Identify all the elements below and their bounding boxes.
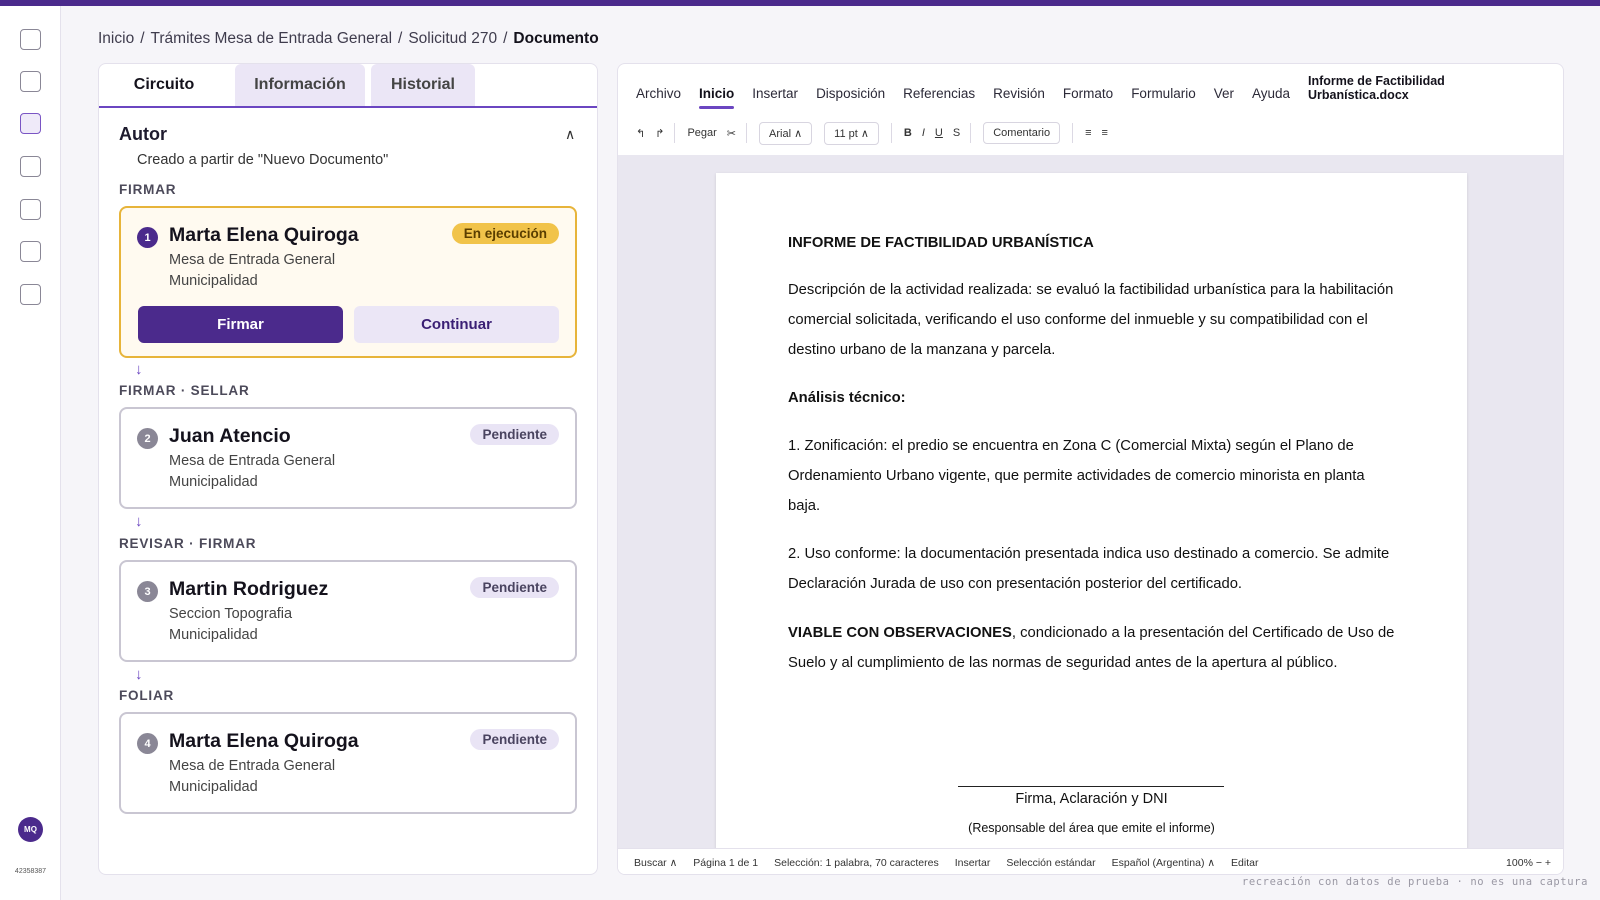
document-paragraph: 2. Uso conforme: la documentación presentada indica uso destinado a comercio. Se admite Declaración Jurada de uso con presentación posterior del certificado. xyxy=(788,546,1390,592)
conclusion-text: , condicionado a la presentación del Certificado de Uso de Suelo y al cumplimiento de las normas de seguridad antes de la apertura al público. xyxy=(788,625,1395,671)
bold-button[interactable]: B xyxy=(903,127,912,139)
status-badge: En ejecución xyxy=(452,223,559,244)
redo-icon[interactable]: ↱ xyxy=(655,127,665,140)
font-family-select[interactable]: Arial ∧ xyxy=(759,122,812,145)
rail-button-3[interactable] xyxy=(20,113,41,134)
panel-tabs xyxy=(99,64,597,108)
font-size-select[interactable]: 11 pt ∧ xyxy=(824,122,879,145)
bulleted-list-icon[interactable]: ≡ xyxy=(1085,127,1092,139)
watermark-text: recreación con datos de prueba · no es una captura xyxy=(1241,876,1588,888)
step-assignee-name: Juan Atencio xyxy=(169,425,291,447)
step-organization: Municipalidad xyxy=(169,273,258,289)
step-organization: Municipalidad xyxy=(169,779,258,795)
document-editor xyxy=(617,63,1564,875)
menu-formulario[interactable]: Formulario xyxy=(1131,86,1196,101)
zoom-control[interactable]: 100% − + xyxy=(1506,857,1551,869)
status-insert-mode[interactable]: Insertar xyxy=(954,856,991,869)
tab-historial[interactable]: Historial xyxy=(371,64,475,106)
signature-line xyxy=(958,786,1224,787)
step-number: 1 xyxy=(137,227,158,248)
step-assignee-name: Marta Elena Quiroga xyxy=(169,224,359,246)
status-search[interactable]: Buscar ∧ xyxy=(634,856,678,869)
paste-button[interactable]: Pegar xyxy=(687,127,717,139)
status-badge: Pendiente xyxy=(470,424,559,445)
toolbar-divider xyxy=(970,123,971,143)
status-language[interactable]: Español (Argentina) ∧ xyxy=(1111,856,1216,869)
rail-button-2[interactable] xyxy=(20,71,41,92)
toolbar-divider xyxy=(891,123,892,143)
arrow-down-icon: ↓ xyxy=(135,513,143,530)
step-organization: Municipalidad xyxy=(169,474,258,490)
rail-button-4[interactable] xyxy=(20,156,41,177)
comment-button[interactable]: Comentario xyxy=(983,122,1060,144)
status-edit-mode[interactable]: Editar xyxy=(1231,856,1259,869)
stage-label: FOLIAR xyxy=(119,688,175,703)
arrow-down-icon: ↓ xyxy=(135,361,143,378)
author-title: Autor xyxy=(119,124,167,144)
status-badge: Pendiente xyxy=(470,577,559,598)
scissors-icon[interactable]: ✂ xyxy=(726,127,737,140)
document-filename: Informe de Factibilidad Urbanística.docx xyxy=(1308,74,1445,102)
signature-label: Firma, Aclaración y DNI xyxy=(1015,791,1168,807)
step-assignee-name: Martin Rodriguez xyxy=(169,578,329,600)
rail-button-1[interactable] xyxy=(20,29,41,50)
arrow-down-icon: ↓ xyxy=(135,666,143,683)
menu-revision[interactable]: Revisión xyxy=(993,86,1045,101)
menu-archivo[interactable]: Archivo xyxy=(636,86,682,101)
menu-ayuda[interactable]: Ayuda xyxy=(1251,86,1291,101)
stage-label: FIRMAR · SELLAR xyxy=(119,383,250,398)
breadcrumb-item-solicitud[interactable]: Solicitud 270 xyxy=(408,30,498,47)
breadcrumb-item-inicio[interactable]: Inicio xyxy=(98,30,135,47)
step-department: Mesa de Entrada General xyxy=(169,758,336,774)
breadcrumb-item-tramites[interactable]: Trámites Mesa de Entrada General xyxy=(150,30,393,47)
stage-label: REVISAR · FIRMAR xyxy=(119,536,257,551)
document-page[interactable] xyxy=(716,173,1467,873)
breadcrumb-separator: / xyxy=(398,30,403,47)
step-number: 2 xyxy=(137,428,158,449)
status-badge: Pendiente xyxy=(470,729,559,750)
toolbar-divider xyxy=(746,123,747,143)
breadcrumb xyxy=(98,30,599,48)
tab-circuito[interactable]: Circuito xyxy=(133,76,195,93)
step-card-4 xyxy=(119,712,577,814)
menu-insertar[interactable]: Insertar xyxy=(752,86,799,101)
document-title: INFORME DE FACTIBILIDAD URBANÍSTICA xyxy=(788,235,1094,251)
document-conclusion xyxy=(788,618,1398,678)
status-selection-mode[interactable]: Selección estándar xyxy=(1006,856,1096,869)
chevron-up-icon[interactable]: ∧ xyxy=(565,126,576,142)
menu-disposicion[interactable]: Disposición xyxy=(816,86,886,101)
editor-menu xyxy=(636,86,1308,101)
editor-toolbar xyxy=(636,120,1118,146)
document-paragraph: Descripción de la actividad realizada: se evaluó la factibilidad urbanística para la habilitación comercial solicitada, verificando el uso conforme del inmueble y su compatibilidad con el destino urbano de la manzana y parcela. xyxy=(788,282,1394,358)
step-assignee-name: Marta Elena Quiroga xyxy=(169,730,359,752)
menu-referencias[interactable]: Referencias xyxy=(903,86,976,101)
editor-statusbar xyxy=(618,848,1564,875)
status-selection: Selección: 1 palabra, 70 caracteres xyxy=(774,856,939,869)
menu-ver[interactable]: Ver xyxy=(1213,86,1234,101)
step-number: 4 xyxy=(137,733,158,754)
circuit-panel xyxy=(98,63,598,875)
author-subtitle: Creado a partir de "Nuevo Documento" xyxy=(137,152,389,168)
document-heading: Análisis técnico: xyxy=(788,390,906,406)
continue-button[interactable]: Continuar xyxy=(354,306,559,343)
toolbar-divider xyxy=(674,123,675,143)
signature-sublabel: (Responsable del área que emite el informe) xyxy=(968,821,1215,835)
stage-label: FIRMAR xyxy=(119,182,177,197)
user-id: 42358387 xyxy=(14,868,47,875)
menu-inicio[interactable]: Inicio xyxy=(699,86,735,101)
breadcrumb-item-current: Documento xyxy=(513,30,599,47)
conclusion-verdict: VIABLE CON OBSERVACIONES xyxy=(788,625,1012,641)
tab-informacion[interactable]: Información xyxy=(235,64,365,106)
top-accent-bar xyxy=(0,0,1600,6)
italic-button[interactable]: I xyxy=(921,127,925,139)
rail-button-7[interactable] xyxy=(20,284,41,305)
menu-formato[interactable]: Formato xyxy=(1062,86,1114,101)
avatar[interactable]: MQ xyxy=(18,817,43,842)
step-card-3 xyxy=(119,560,577,662)
step-organization: Municipalidad xyxy=(169,627,258,643)
step-number: 3 xyxy=(137,581,158,602)
document-canvas xyxy=(618,155,1564,848)
nav-rail xyxy=(0,6,61,900)
step-card-2 xyxy=(119,407,577,509)
breadcrumb-separator: / xyxy=(140,30,145,47)
step-department: Mesa de Entrada General xyxy=(169,252,336,268)
sign-button[interactable]: Firmar xyxy=(138,306,343,343)
document-paragraph: 1. Zonificación: el predio se encuentra en Zona C (Comercial Mixta) según el Plano de Ordenamiento Urbano vigente, que permite actividades de comercio minorista en planta baja. xyxy=(788,438,1365,514)
status-page: Página 1 de 1 xyxy=(693,856,759,869)
step-card-1 xyxy=(119,206,577,358)
breadcrumb-separator: / xyxy=(503,30,508,47)
undo-icon[interactable]: ↰ xyxy=(636,127,646,140)
numbered-list-icon[interactable]: ≡ xyxy=(1101,127,1108,139)
step-department: Seccion Topografia xyxy=(169,606,293,622)
step-department: Mesa de Entrada General xyxy=(169,453,336,469)
rail-button-5[interactable] xyxy=(20,199,41,220)
strikethrough-button[interactable]: S xyxy=(952,127,961,139)
underline-button[interactable]: U xyxy=(934,127,943,139)
rail-button-6[interactable] xyxy=(20,241,41,262)
toolbar-divider xyxy=(1072,123,1073,143)
